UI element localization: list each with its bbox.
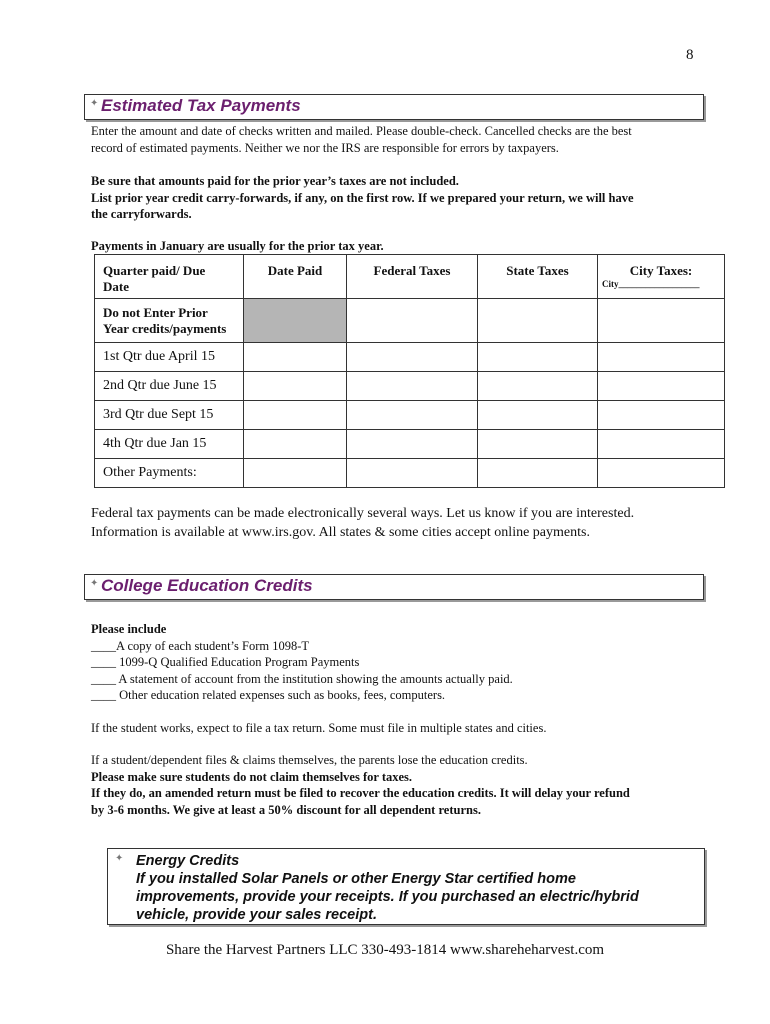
estimated-bold-note [91,173,711,223]
city-cell[interactable] [598,401,725,430]
row-label: 4th Qtr due Jan 15 [95,430,244,459]
intro-line: Enter the amount and date of checks written and mailed. Please double-check. Cancelled checks are the best [91,124,632,138]
state-cell[interactable] [478,430,598,459]
page-number: 8 [686,47,694,63]
energy-credits-box [107,848,705,925]
list-item: ____ A statement of account from the institution showing the amounts actually paid. [91,671,513,686]
please-include-label: Please include [91,622,167,636]
college-include-list [91,621,711,704]
federal-cell[interactable] [347,459,478,488]
row-label: 2nd Qtr due June 15 [95,372,244,401]
student-works-note: If the student works, expect to file a tax return. Some must file in multiple states and cities. [91,721,547,735]
bold-line: Be sure that amounts paid for the prior year’s taxes are not included. [91,174,459,188]
january-note: Payments in January are usually for the prior tax year. [91,239,384,253]
date-cell[interactable] [244,401,347,430]
header-federal: Federal Taxes [347,255,478,299]
intro-line: record of estimated payments. Neither we nor the IRS are responsible for errors by taxpayers. [91,140,559,155]
bullet-icon: ✦ [115,853,124,864]
header-date-paid: Date Paid [244,255,347,299]
section-title-college: College Education Credits [101,576,313,595]
state-cell[interactable] [478,372,598,401]
header-quarter: Quarter paid/ Due Date [95,255,244,299]
estimated-intro [91,123,711,156]
date-cell[interactable] [244,343,347,372]
bold-line: List prior year credit carry-forwards, if any, on the first row. If we prepared your return, we will have [91,190,634,205]
city-cell[interactable] [598,343,725,372]
list-item: ____ 1099-Q Qualified Education Program Payments [91,655,360,669]
row-label: 3rd Qtr due Sept 15 [95,401,244,430]
city-cell[interactable] [598,430,725,459]
bold-line: the carryforwards. [91,207,192,221]
list-item: ____A copy of each student’s Form 1098-T [91,638,310,653]
energy-title: Energy Credits [136,853,240,869]
table-row [95,372,725,401]
list-item: ____ Other education related expenses such as books, fees, computers. [91,688,446,702]
section-header-college [84,574,704,600]
header-state: State Taxes [478,255,598,299]
federal-cell[interactable] [347,430,478,459]
note-line: Federal tax payments can be made electronically several ways. Let us know if you are interested. [91,506,635,521]
table-row [95,459,725,488]
bullet-icon: ✦ [90,98,99,109]
federal-cell[interactable] [347,299,478,343]
table-row [95,401,725,430]
state-cell[interactable] [478,401,598,430]
table-row [95,430,725,459]
date-cell[interactable] [244,372,347,401]
federal-cell[interactable] [347,372,478,401]
federal-cell[interactable] [347,343,478,372]
prior-credits-label: Do not Enter Prior Year credits/payments [95,299,244,343]
footer: Share the Harvest Partners LLC 330-493-1814 www.shareheharvest.com [165,942,605,958]
note-line: Information is available at www.irs.gov. All states & some cities accept online payments. [91,525,590,540]
row-label: Other Payments: [95,459,244,488]
section-title-estimated: Estimated Tax Payments [101,96,301,115]
header-city: City Taxes: City__________________ [598,255,725,299]
bullet-icon: ✦ [90,578,99,589]
date-cell-shaded [244,299,347,343]
section-header-estimated [84,94,704,120]
table-row [95,343,725,372]
table-row [95,299,725,343]
state-cell[interactable] [478,459,598,488]
federal-cell[interactable] [347,401,478,430]
dependent-note: If a student/dependent files & claims themselves, the parents lose the education credits. Please make sure students do not claim themselves for taxes. If they do, an amended return must be filed to recover the education credits. It will delay your refund by 3-6 months. We give at least a 50% discount for all dependent returns. [91,753,630,817]
electronic-payments-note [91,504,731,542]
date-cell[interactable] [244,459,347,488]
city-cell[interactable] [598,372,725,401]
city-cell[interactable] [598,459,725,488]
payments-table [94,254,725,488]
energy-body: If you installed Solar Panels or other Energy Star certified home improvements, provide your receipts. If you purchased an electric/hybrid vehicle, provide your sales receipt. [136,871,639,923]
city-cell[interactable] [598,299,725,343]
state-cell[interactable] [478,299,598,343]
row-label: 1st Qtr due April 15 [95,343,244,372]
date-cell[interactable] [244,430,347,459]
state-cell[interactable] [478,343,598,372]
